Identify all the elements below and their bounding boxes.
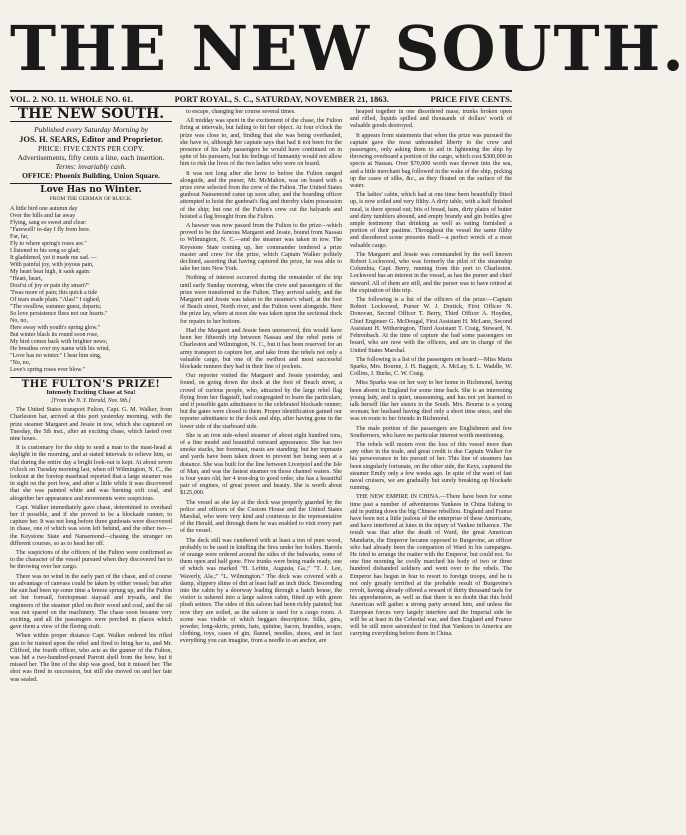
article-paragraph: to escape, changing her course several times. xyxy=(186,109,296,115)
article-columns xyxy=(10,106,513,799)
column-2 xyxy=(180,109,342,799)
advertising-rates: Advertisements, fifty cents a line, each insertion. xyxy=(17,153,165,163)
terms-line: Terms: invariably cash. xyxy=(55,162,127,172)
article-paragraph: Miss Sparks was on her way to her home in Richmond, having been absent in England for some time back. She is an interesting young lady, and is quiet, unassuming, and has not yet learned to talk herself like her sisters in the South. Mrs. Bourne is a young woman; her husband having died only a short time since, and she was en route to her friends in Richmond. xyxy=(350,380,512,423)
column-1 xyxy=(10,106,172,799)
issue-meta-bar xyxy=(10,90,512,107)
article-paragraph: There was no wind in the early part of the chase, and of course no advantage of canvass could be taken by either vessel; but after the sun had been up some time a breeze sprung up, and the Fulton set her foresail, foretopmast staysail and trysails, and the engineers of the steamer piled on their wood and coal, and the oil was not spared on the machinery. The chase soon became very exciting, and all the passengers were perched in places which gave them a view of the fleeing craft. xyxy=(10,573,172,631)
article-headline: THE FULTON'S PRIZE! xyxy=(21,378,161,390)
article-paragraph: The deck still was cumbered with at least a ton of pure wood, probably to be used in kindling the fires under her boilers. Barrels of orange were ordered around the sides of the bulwarks, some of them open and half gone. Five trunks were being made ready, one of which was marked "H. Lefitte, Augusta, Ga.;" "T. J. Lee, Waverly, Ala.;" "L. Wilmington." The deck was covered with a damp, slippery slime of dirt at least half an inch thick. Descending into the cabin by a doorway leading through a hatch house, the visitor is ushered into a large saloon cabin, fitted up with green plush settees. The sides of this saloon had been richly painted; but now they are soiled, as the saloon is used for a cargo room. A scene was visible of which beggars description. Silks, gins, powder, long-skirts, prints, hats, quinine, bacon, brandies, soaps, clothing, toys, cases of gin, flannel, needles, shoes, and in fact everything you can imagine, from a needle to an anchor, are xyxy=(180,537,342,645)
article-paragraph: Nothing of interest occurred during the remainder of the trip until early Sunday morning, when the crew and passengers of the prize were transferred to the Fulton. They arrived safely, and the Margaret and Jessie was taken to the steamer's wharf, at the foot of Beach street, North river, and the Fulton went alongside. Here the prize lay, where at noon she was taken upon the sectional dock for repairs to her bottom. xyxy=(180,275,342,325)
price-per-copy: PRICE: FIVE CENTS PER COPY. xyxy=(38,144,144,154)
poem-title: Love Has no Winter. xyxy=(40,185,142,196)
article-subheadline: Intensely Exciting Chase at Sea! xyxy=(46,388,136,396)
article-paragraph: All midday was spent in the excitement of the chase, the Fulton firing at intervals, but failing to hit her object. At four o'clock the prize was close to, and, finding that she was being overhauled, she have to, although her captain says that had it not been for the presence of his lady passengers he would have continued on in spite of his pursuers, but his feelings of humanity would not allow him to risk the lives of the two ladies who were on board. xyxy=(180,118,342,168)
price-label: PRICE FIVE CENTS. xyxy=(430,94,512,104)
volume-number: VOL. 2. NO. 11. WHOLE NO. 61. xyxy=(10,94,133,104)
poem-source: FROM THE GERMAN OF RUECK. xyxy=(49,196,133,203)
article-paragraph: The ladies' cabin, which had at one time been beautifully fitted up, is now soiled and very filthy. A dirty table, with a half finished meal, is there spread out; bits of bread, ham, dirty plates of butter and dirty tumblers abound, and empty brandy and gin bottles give ample testimony that drinking as well as eating furnished a portion of their pastime. Throughout the vessel the same filthy and disordered scene presents itself—a perfect wreck of a most valuable cargo. xyxy=(350,192,512,249)
article-paragraph: Our reporter visited the Margaret and Jessie yesterday, and found, on going down the dock at the foot of Beach street, a crowd of curious people, who, attracted by the large rebel flag flying from her flagstaff, had congregated to learn the particulars, and if possible gain admittance to the celebrated blockade runner; but the gates were closed to them. Proper identification gained our reporter admittance to the dock and ship, after having gone in the lower side of the starboard side. xyxy=(180,373,342,430)
publisher-name: JOS. H. SEARS, Editor and Proprietor. xyxy=(19,134,163,145)
article-paragraph: The following is a list of the officers of the prize:—Captain Robert Lockwood, Purser W. J. Dortick, First Officer N. Donovan, Second Officer T. Berry, Third Officer A. Hoyden, Chief Engineer G. McDougal, First Assistant H. McLane, Second Assistant H. Witherington, Third Assistant T. Craig, Steward, N. Fehrenbach. At the time of capture she had some passengers on board, who are now with the officers, and are in charge of the United States Marshal. xyxy=(350,297,512,354)
published-every: Published every Saturday Morning by xyxy=(34,125,148,135)
paper-title: THE NEW SOUTH. xyxy=(10,111,172,122)
dateline: PORT ROYAL, S. C., SATURDAY, NOVEMBER 21, 1863. xyxy=(174,94,389,104)
article-paragraph: When within proper distance Capt. Walker ordered his rifled gun to be trained upon the rebel and fired to bring her to, and Mr. Clifford, the fourth officer, who acts as the gunner of the Fulton, was hid a two-hundred-pound Parrott shell from the bow, but it missed her. The line of the ship was good, but it missed her. The shot was fired in succession, but still she moved on and her fate was sealed. xyxy=(10,633,172,683)
newspaper-page xyxy=(10,12,686,823)
office-address: OFFICE: Phoenix Building, Union Square. xyxy=(22,171,160,181)
article-paragraph: Had the Margaret and Jessie been unreserved, this would have been her fifteenth trip between Nassau and the rebel ports of Charleston and Wilmington, N. C., but it has been reserved for an army transport to capture her, and take from the rebels not only a valuable cargo, but one of the swiftest and most successful blockade runners they had in their line of pockets. xyxy=(180,327,342,370)
article-paragraph: A hawser was now passed from the Fulton to the prize—which proved to be the famous Margaret and Jessie, bound from Nassau to Wilmington, N. C.—and the steamer was taken in tow. The Keystone State coming up, her commander tendered a prize master and crew for the prize, which Captain Walker politely declined, asserting that having captured the prize, he was able to take her into New York. xyxy=(180,223,342,273)
article-paragraph: It was not long after she hove to before the Fulton ranged alongside, and the purser, Mr. McMahon, was on board with a prize crew selected from the crew of the Fulton. The United States gunboat Nansemond came up soon after, and the boarding officer attempted to hoist the gunboat's flag and thereby claim possession of the ship; but one of the Fulton's crew cut the halyards and hoisted a flag brought from the Fulton. xyxy=(180,170,342,220)
section-divider xyxy=(10,183,172,184)
article-paragraph: Capt. Walker immediately gave chase, determined to overhaul her if possible, and if she proved to be a blockade runner, to capture her. It was not long before three gunboats were discovered in chase, one of which was soon left behind, and the other two—the Keystone State and Nansemond—chasing the stranger on different courses, so as to head her off. xyxy=(10,504,172,547)
article-paragraph: THE NEW EMPIRE IN CHINA.—There have been for some time past a number of adventurous Yankees in China fishing to aid in putting down the big Chinese rebellion. England and France have been not a little jealous of the enterprise of these Americans, and have interfered at lutes in the injury of Yankee influence. The result was that after the death of Ward, the great American Mandarin, the Emperor became opposed to Burgevine, an officer who had already been the companion of Ward in his campaigns. He tried to arrange the matter with the Emperor, but could not. So one fine morning he coolly marched his body of two or three hundred disbanded soldiers and went over to the rebels. The Emperor has begun in fear to resort to foreign troops, and he is not only greatly terrified at the probable result of Burgevine's revolt, having already offered a reward of thirty thousand taels for his apprehension, as well as that there is no doubt that this bold American will gather a strong party around him, and unless the European forces very largely interfere and the Imperial side he will be at least in the Celestial war, and then England and France will be still more astonished to find that Yankees in America are carrying everything before them in China. xyxy=(350,494,512,638)
article-paragraph: It is customary for the ship to send a man to the mast-head at daylight in the morning, and at stated intervals to relieve him, so that during the entire day a bright look-out is kept. At about seven o'clock on Tuesday morning last, when off Wilmington, N. C., the lookout at the foretop masthead reported that a large steamer was in sight on the port bow, and after a little while it was discovered that she was painted white and was burning soft coal, and altogether her appearance and movements were suspicious. xyxy=(10,445,172,502)
section-divider xyxy=(10,377,172,378)
article-paragraph: The United States transport Fulton, Capt. G. M. Walker, from Charleston bar, arrived at this port yesterday morning, with the prize steamer Margaret and Jessie in tow, which she captured on Tuesday, the 5th inst., after an exciting chase, which lasted over nine hours. xyxy=(10,407,172,443)
article-paragraph: heaped together in one disordered mass; trunks broken open and rifled, liquids spilled and thousands of dollars' worth of valuable goods destroyed. xyxy=(350,109,512,130)
article-paragraph: The vessel as she lay at the dock was properly guarded by the police and officers of the Custom House and the United States Marshal, who were very kind and courteous to the representative of the Herald, and through them he was enabled to visit every part of the vessel. xyxy=(180,499,342,535)
article-paragraph: The following is a list of the passengers on board:—Miss Maria Sparks, Mrs. Bourne, J. H. Baggott, A. McLay, S. L. Waddle, W. Collins, J. Burke, C. W. Craig. xyxy=(350,356,512,378)
article-paragraph: She is an iron side-wheel steamer of about eight hundred tons, of a fine model and beautiful outward appearance. She has two smoke stacks, her foremast, masts are standing; but her topmasts and yards have been taken down to prevent her being seen at a distance. She was built for the line between Liverpool and the Isle of Man, and was the fastest steamer on those channel waters. She is four years old, her 4 iron-dog to good order, she has a beautiful pair of engines, of great power and beauty. She is worth about $125,000. xyxy=(180,432,342,497)
column-3 xyxy=(350,109,512,799)
masthead-title: THE NEW SOUTH. xyxy=(10,12,686,85)
poem-body: A little bird one autumn day Over the hills and far away Flying, sang so sweet and clear: "Farewell! to-day I fly from here. Far, far, Fly to where spring's roses are." I listened to his song so glad; It gladdened, yet it made me sad. — With painful joy, with joyous pain, My heart beat high, it sank again: "Heart, heart, Dost'st of joy or pain thy smart?" 'Twas more of pain; this quick a tide Of tears made plain. "Alas!" I sighed, "The swallow, summer guest, departs; So love persistence flees not our hearts." No, no, Here away with youth's spring glow." But winter black its round soon rose, My bird comes back with brighter news; He breathes over my name with his wind, "Love has no winter." I hear him sing, "No, no, Love's spring roses ever blow." xyxy=(10,205,110,373)
article-paragraph: It appears from statements that when the prize was pursued the captain gave the most unbounded liberty to the crew and passengers, only asking them to aid in lightening the ship by throwing overboard a portion of the cargo, which cost $300,000 in specie at Nassau. Over $70,000 worth was thrown into the sea, and a little merchant bag followed in the wake of the ship, picking up the cases of silks, &c., as they floated on the surface of the water. xyxy=(350,132,513,190)
article-paragraph: The rebels will mourn over the loss of this vessel more than any other in the trade, and great credit is due Captain Walker for his perseverance in his pursuit of her. This line of steamers has been singularly fortunate, on the other side, the Keys, captured the steamer Emily only a few weeks ago. In spite of the want of fast naval cruisers, we are gradually but surely breaking up blockade running. xyxy=(350,441,512,492)
article-paragraph: The Margaret and Jessie was commanded by the well known Robert Lockwood, who was formerly the pilot of the steamship Columbia, Capt. Berry, running from this port to Charleston. Lockwood has an interest in the vessel, as has the purser and chief steward. All of them are still, and the purser was to have retired at the expiration of this trip. xyxy=(350,251,512,294)
article-paragraph: The male portion of the passengers are Englishmen and few Southerners, who have no particular interest worth mentioning. xyxy=(350,425,512,439)
article-paragraph: The suspicions of the officers of the Fulton were confirmed as to the character of the vessel pursued when they discovered her to be throwing over her cargo. xyxy=(10,550,172,571)
article-source: [From the N. Y. Herald, Nov. 9th.] xyxy=(51,398,131,405)
